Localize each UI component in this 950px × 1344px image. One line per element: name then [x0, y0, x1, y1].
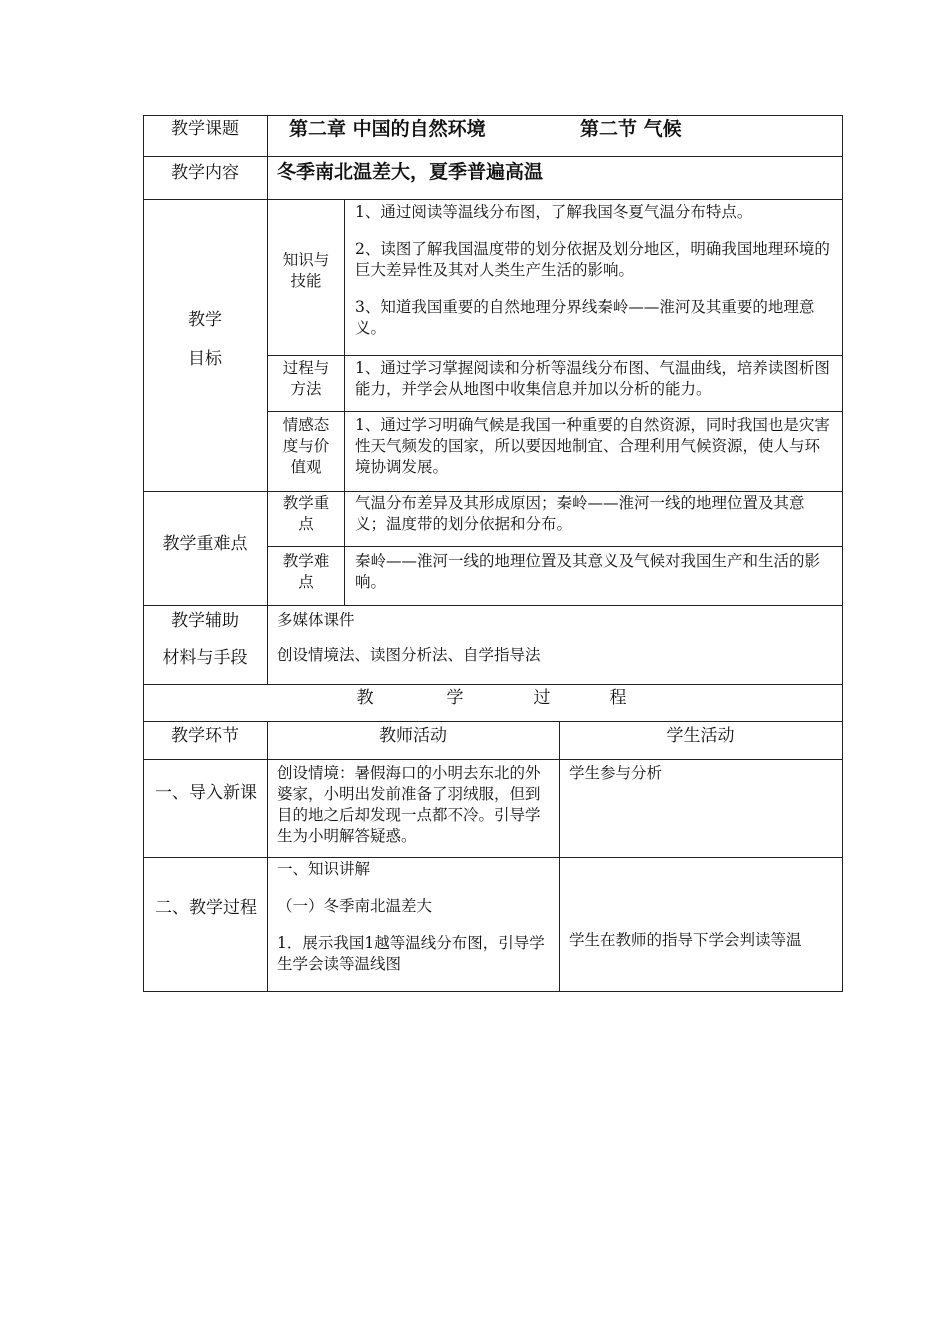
table-border [267, 721, 268, 992]
aids-label-line2: 材料与手段 [162, 648, 248, 668]
column-header-teacher: 教师活动 [379, 726, 447, 746]
aids-line1: 多媒体课件 [277, 611, 355, 629]
table-border [143, 491, 843, 492]
table-border [143, 991, 843, 992]
teacher-activity-teaching [277, 859, 553, 975]
topic-label: 教学课题 [171, 119, 239, 139]
key-points-label: 教学重难点 [162, 534, 248, 554]
table-border [267, 355, 843, 356]
section-title: 第二节 气候 [580, 118, 682, 140]
teacher-activity-line: （一）冬季南北温差大 [277, 897, 433, 915]
stage-intro: 一、导入新课 [155, 783, 257, 803]
table-border [143, 684, 843, 685]
knowledge-item: 3、知道我国重要的自然地理分界线秦岭——淮河及其重要的地理意义。 [355, 298, 815, 337]
table-border [344, 199, 345, 606]
table-border [267, 546, 843, 547]
objectives-label-line2: 目标 [188, 349, 222, 369]
teacher-activity-line: 一、知识讲解 [277, 860, 371, 878]
table-border [842, 115, 843, 992]
process-heading-char: 程 [609, 688, 627, 708]
table-border [143, 605, 843, 606]
knowledge-item: 2、读图了解我国温度带的划分依据及划分地区，明确我国地理环境的巨大差异性及其对人类生产生活的影响。 [355, 240, 830, 279]
table-border [267, 411, 843, 412]
process-heading-char: 学 [446, 688, 464, 708]
process-method-text: 1、通过学习掌握阅读和分析等温线分布图、气温曲线，培养读图析图能力，并学会从地图中收集信息并加以分析的能力。 [355, 359, 830, 398]
table-border [267, 115, 268, 685]
process-method-label: 过程与方法 [282, 359, 330, 398]
table-border [143, 156, 843, 157]
content-label: 教学内容 [171, 163, 239, 183]
table-border [143, 721, 843, 722]
difficulty-text: 秦岭——淮河一线的地理位置及其意义及气候对我国生产和生活的影响。 [355, 552, 821, 591]
table-border [143, 857, 843, 858]
teacher-activity-intro: 创设情境：暑假海口的小明去东北的外婆家，小明出发前准备了羽绒服，但到目的地之后却发现一点都不冷。引导学生为小明解答疑惑。 [277, 764, 541, 845]
column-header-stage: 教学环节 [171, 726, 239, 746]
column-header-student: 学生活动 [666, 726, 735, 746]
table-border [143, 759, 843, 760]
aids-line2: 创设情境法、读图分析法、自学指导法 [277, 646, 541, 664]
attitude-label: 情感态度与价值观 [282, 416, 330, 476]
focus-text: 气温分布差异及其形成原因；秦岭——淮河一线的地理位置及其意义；温度带的划分依据和分布。 [355, 494, 805, 533]
student-activity-intro: 学生参与分析 [569, 764, 663, 782]
process-heading-char: 教 [356, 688, 374, 708]
attitude-text: 1、通过学习明确气候是我国一种重要的自然资源，同时我国也是灾害性天气频发的国家，所以要因地制宜、合理利用气候资源，使人与环境协调发展。 [355, 416, 830, 476]
chapter-title: 第二章 中国的自然环境 [289, 118, 486, 140]
objectives-label-line1: 教学 [188, 310, 222, 330]
difficulty-label: 教学难点 [282, 552, 330, 591]
knowledge-item: 1、通过阅读等温线分布图，了解我国冬夏气温分布特点。 [355, 203, 753, 221]
content-value: 冬季南北温差大，夏季普遍高温 [277, 161, 544, 183]
knowledge-text [355, 202, 835, 339]
aids-label-line1: 教学辅助 [171, 611, 239, 631]
table-border [143, 199, 843, 200]
process-heading-char: 过 [533, 688, 551, 708]
table-border [559, 721, 560, 992]
student-activity-teaching: 学生在教师的指导下学会判读等温 [569, 931, 802, 949]
knowledge-label: 知识与技能 [282, 251, 330, 290]
stage-teaching: 二、教学过程 [155, 898, 257, 918]
table-border [143, 115, 843, 116]
teacher-activity-line: 1．展示我国1越等温线分布图，引导学生学会读等温线图 [277, 934, 545, 973]
focus-label: 教学重点 [282, 494, 330, 533]
